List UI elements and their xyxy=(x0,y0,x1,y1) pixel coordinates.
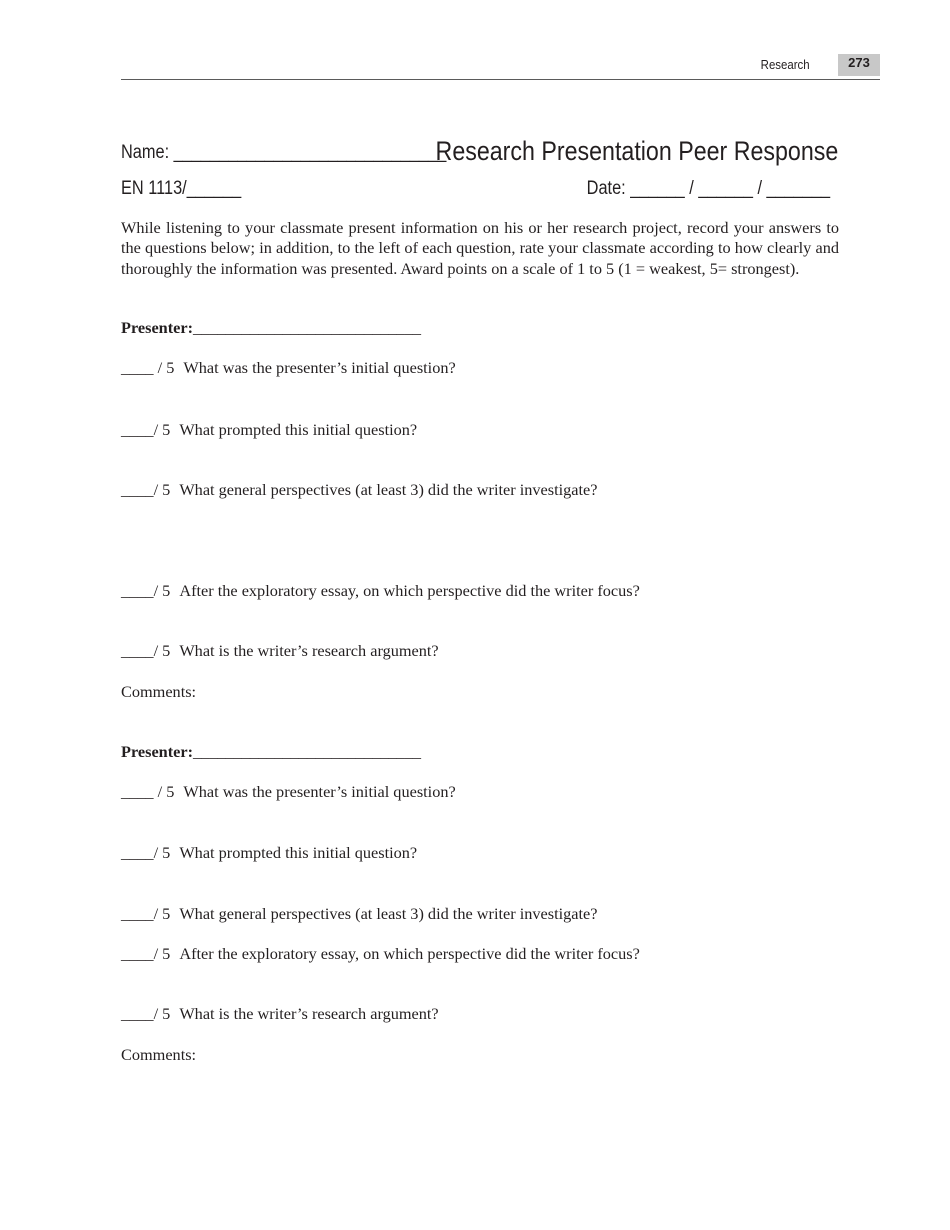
instructions-paragraph: While listening to your classmate present information on his or her research project, record your answers to the questions below; in addition, to the left of each question, rate your classmate according to how clearly and thoroughly the information was presented. Award points on a scale of 1 to 5 (1 = weakest, 5= strongest). xyxy=(121,218,839,278)
question-row xyxy=(121,641,439,661)
name-field[interactable]: Name: ______________________________ xyxy=(121,142,447,163)
question-row xyxy=(121,782,456,802)
question-text: What general perspectives (at least 3) did the writer investigate? xyxy=(179,904,598,923)
question-row xyxy=(121,944,640,964)
rating-blank[interactable]: ____/ 5 xyxy=(121,420,171,439)
presenter-blank[interactable]: ____________________________ xyxy=(193,318,421,337)
question-row xyxy=(121,1004,439,1024)
rating-blank[interactable]: ____/ 5 xyxy=(121,843,171,862)
comments-label: Comments: xyxy=(121,1045,197,1064)
rating-blank[interactable]: ____/ 5 xyxy=(121,944,171,963)
question-row xyxy=(121,480,597,500)
question-row xyxy=(121,904,597,924)
running-head-section: Research xyxy=(761,57,810,72)
presenter-row[interactable] xyxy=(121,742,421,762)
question-text: What prompted this initial question? xyxy=(179,843,418,862)
question-text: What was the presenter’s initial question? xyxy=(183,358,456,377)
question-row xyxy=(121,420,417,440)
comments-label: Comments: xyxy=(121,682,197,701)
question-text: What is the writer’s research argument? xyxy=(179,1004,439,1023)
question-text: What prompted this initial question? xyxy=(179,420,418,439)
question-row xyxy=(121,358,456,378)
rating-blank[interactable]: ____/ 5 xyxy=(121,641,171,660)
rating-blank[interactable]: ____/ 5 xyxy=(121,904,171,923)
presenter-row[interactable] xyxy=(121,318,421,338)
header-rule xyxy=(121,79,880,80)
question-text: After the exploratory essay, on which perspective did the writer focus? xyxy=(179,581,640,600)
rating-blank[interactable]: ____ / 5 xyxy=(121,782,175,801)
rating-blank[interactable]: ____/ 5 xyxy=(121,581,171,600)
rating-blank[interactable]: ____/ 5 xyxy=(121,480,171,499)
rating-blank[interactable]: ____ / 5 xyxy=(121,358,175,377)
question-row xyxy=(121,581,640,601)
date-field[interactable]: Date: ______ / ______ / _______ xyxy=(586,178,830,199)
question-text: What was the presenter’s initial question? xyxy=(183,782,456,801)
presenter-label: Presenter: xyxy=(121,742,194,761)
page-title: Research Presentation Peer Response xyxy=(435,136,838,166)
question-text: What general perspectives (at least 3) did the writer investigate? xyxy=(179,480,598,499)
course-field[interactable]: EN 1113/______ xyxy=(121,178,242,199)
presenter-blank[interactable]: ____________________________ xyxy=(193,742,421,761)
question-row xyxy=(121,843,417,863)
question-text: What is the writer’s research argument? xyxy=(179,641,439,660)
rating-blank[interactable]: ____/ 5 xyxy=(121,1004,171,1023)
page-number: 273 xyxy=(848,55,870,70)
presenter-label: Presenter: xyxy=(121,318,194,337)
question-text: After the exploratory essay, on which perspective did the writer focus? xyxy=(179,944,640,963)
